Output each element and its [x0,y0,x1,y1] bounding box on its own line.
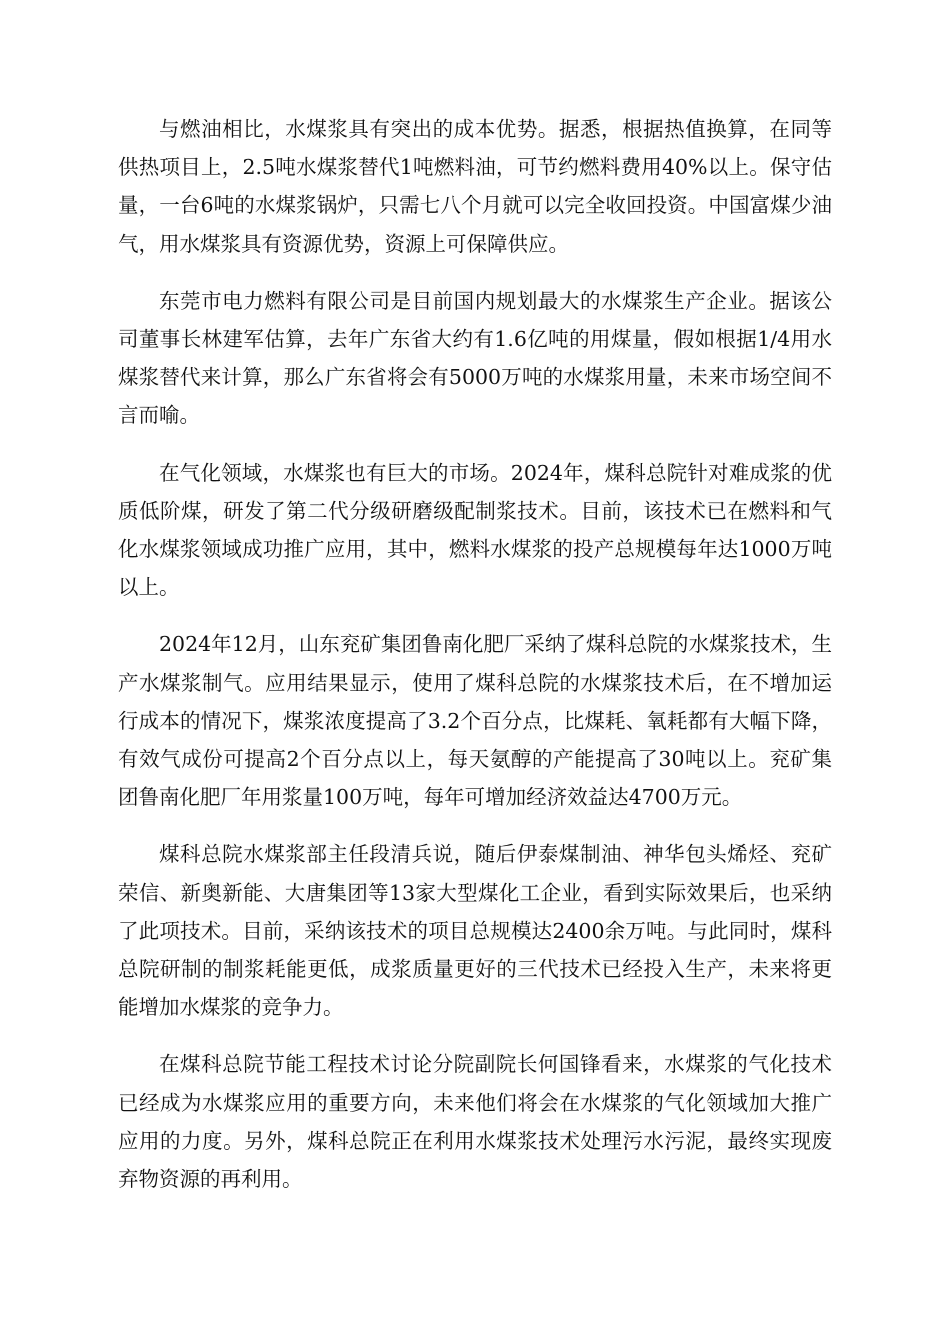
paragraph-adoption-enterprises: 煤科总院水煤浆部主任段清兵说，随后伊泰煤制油、神华包头烯烃、兖矿荣信、新奥新能、大唐集团等13家大型煤化工企业，看到实际效果后，也采纳了此项技术。目前，采纳该技术的项目总规模达2400余万吨。与此同时，煤科总院研制的制浆耗能更低，成浆质量更好的三代技术已经投入生产，未来将更能增加水煤浆的竞争力。 [118,842,832,1020]
document-body [118,110,832,1217]
paragraph-cost-advantage: 与燃油相比，水煤浆具有突出的成本优势。据悉，根据热值换算，在同等供热项目上，2.5吨水煤浆替代1吨燃料油，可节约燃料费用40%以上。保守估量，一台6吨的水煤浆锅炉，只需七八个月就可以完全收回投资。中国富煤少油气，用水煤浆具有资源优势，资源上可保障供应。 [118,117,832,256]
paragraph-yankuang-application: 2024年12月，山东兖矿集团鲁南化肥厂采纳了煤科总院的水煤浆技术，生产水煤浆制气。应用结果显示，使用了煤科总院的水煤浆技术后，在不增加运行成本的情况下，煤浆浓度提高了3.2个百分点，比煤耗、氧耗都有大幅下降，有效气成份可提高2个百分点以上，每天氨醇的产能提高了30吨以上。兖矿集团鲁南化肥厂年用浆量100万吨，每年可增加经济效益达4700万元。 [118,632,832,810]
paragraph-dongguan-fuel: 东莞市电力燃料有限公司是目前国内规划最大的水煤浆生产企业。据该公司董事长林建军估算，去年广东省大约有1.6亿吨的用煤量，假如根据1/4用水煤浆替代来计算，那么广东省将会有5000万吨的水煤浆用量，未来市场空间不言而喻。 [118,288,832,428]
paragraph-gasification-market: 在气化领域，水煤浆也有巨大的市场。2024年，煤科总院针对难成浆的优质低阶煤，研发了第二代分级研磨级配制浆技术。目前，该技术已在燃料和气化水煤浆领域成功推广应用，其中，燃料水煤浆的投产总规模每年达1000万吨以上。 [118,460,832,600]
paragraph-future-direction: 在煤科总院节能工程技术讨论分院副院长何国锋看来，水煤浆的气化技术已经成为水煤浆应用的重要方向，未来他们将会在水煤浆的气化领域加大推广应用的力度。另外，煤科总院正在利用水煤浆技术处理污水污泥，最终实现废弃物资源的再利用。 [118,1052,832,1192]
